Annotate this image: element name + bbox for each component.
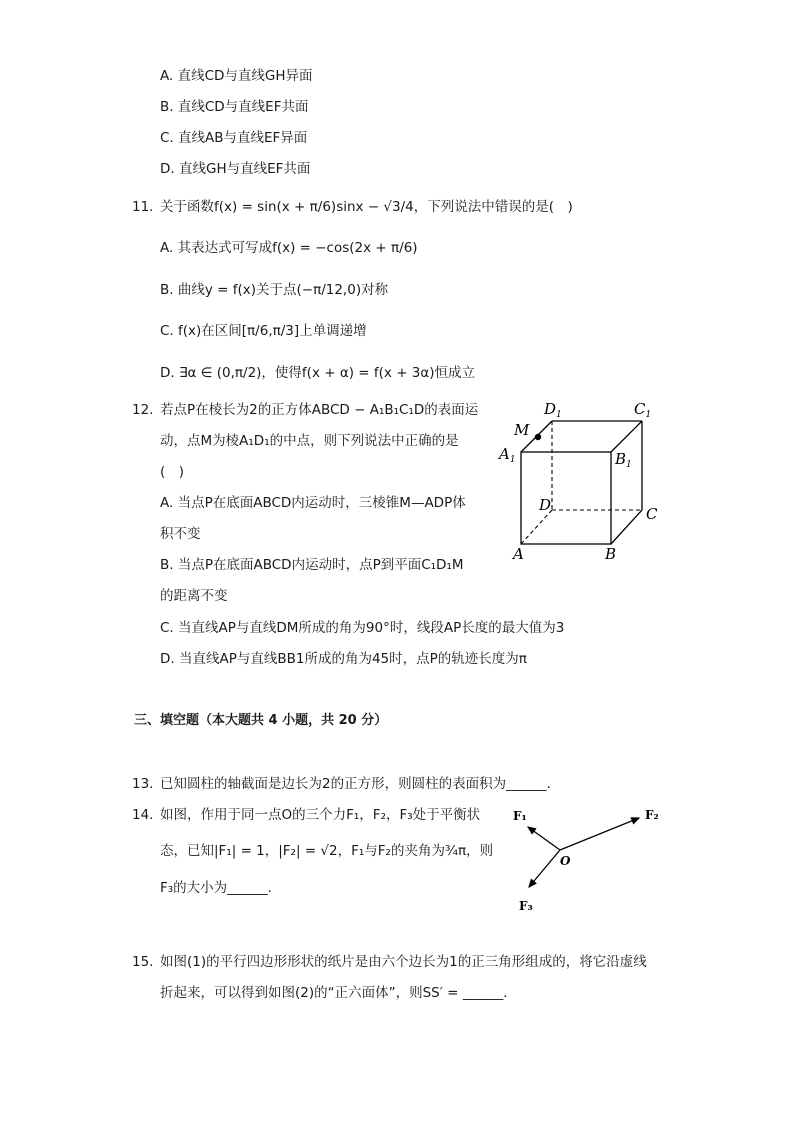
q11-option-b: B. 曲线y = f(x)关于点(−π/12,0)对称	[160, 282, 389, 298]
label-c1: $C_1$	[634, 400, 652, 420]
q12-stem-line3: ( )	[160, 464, 185, 480]
q13-number: 13.	[132, 776, 154, 792]
q15-line1: 如图(1)的平行四边形形状的纸片是由六个边长为1的正三角形组成的，将它沿虚线	[160, 954, 647, 970]
q12-option-b-cont: 的距离不变	[160, 588, 228, 604]
label-a: A	[513, 545, 524, 563]
q14-line2: 态，已知|F₁| = 1，|F₂| = √2，F₁与F₂的夹角为¾π，则	[160, 843, 494, 859]
cube-figure	[495, 398, 670, 566]
q14-line3: F₃的大小为______．	[160, 880, 282, 896]
q12-option-d: D. 当直线AP与直线BB1所成的角为45时，点P的轨迹长度为π	[160, 651, 527, 667]
q12-option-a: A. 当点P在底面ABCD内运动时，三棱锥M—ADP体	[160, 495, 466, 511]
force-f1-arrow	[528, 827, 560, 850]
q10-option-c: C. 直线AB与直线EF异面	[160, 130, 308, 146]
label-b1: $B_1$	[615, 450, 632, 470]
q12-number: 12.	[132, 402, 154, 418]
q12-stem-line1: 若点P在棱长为2的正方体ABCD − A₁B₁C₁D的表面运	[160, 402, 479, 418]
q12-option-a-cont: 积不变	[160, 526, 201, 542]
q10-option-b: B. 直线CD与直线EF共面	[160, 99, 309, 115]
section-3-title: 三、填空题（本大题共 4 小题，共 20 分）	[134, 713, 388, 728]
q14-number: 14.	[132, 807, 154, 823]
q11-option-d: D. ∃α ∈ (0,π/2)，使得f(x + α) = f(x + 3α)恒成立	[160, 365, 476, 381]
q15-line2: 折起来，可以得到如图(2)的“正六面体”，则SS′ = ______．	[160, 985, 517, 1001]
label-o: O	[560, 854, 571, 868]
q11-option-a: A. 其表达式可写成f(x) = −cos(2x + π/6)	[160, 240, 418, 256]
q13-text: 已知圆柱的轴截面是边长为2的正方形，则圆柱的表面积为______．	[160, 776, 561, 792]
q10-option-d: D. 直线GH与直线EF共面	[160, 161, 311, 177]
q11-option-c: C. f(x)在区间[π/6,π/3]上单调递增	[160, 323, 367, 339]
label-m: M	[514, 421, 530, 439]
label-c: C	[646, 505, 658, 523]
label-f3: F₃	[519, 899, 533, 913]
force-f2-arrow	[560, 818, 639, 850]
q12-option-b: B. 当点P在底面ABCD内运动时，点P到平面C₁D₁M	[160, 557, 464, 573]
label-d: D	[539, 496, 552, 514]
q11-stem: 关于函数f(x) = sin(x + π/6)sinx − √3/4，下列说法中错误的是( )	[160, 199, 573, 215]
q15-number: 15.	[132, 954, 154, 970]
force-f3-arrow	[529, 850, 560, 887]
label-d1: $D_1$	[544, 400, 562, 420]
q10-option-a: A. 直线CD与直线GH异面	[160, 68, 313, 84]
point-m	[535, 434, 541, 440]
q11-number: 11.	[132, 199, 154, 215]
label-b: B	[605, 545, 617, 563]
q14-line1: 如图，作用于同一点O的三个力F₁，F₂，F₃处于平衡状	[160, 807, 481, 823]
q12-stem-line2: 动，点M为棱A₁D₁的中点，则下列说法中正确的是	[160, 433, 459, 449]
force-figure	[505, 800, 670, 918]
label-a1: $A_1$	[499, 445, 516, 465]
label-f2: F₂	[645, 808, 659, 822]
q12-option-c: C. 当直线AP与直线DM所成的角为90°时，线段AP长度的最大值为3	[160, 620, 565, 636]
label-f1: F₁	[513, 809, 527, 823]
